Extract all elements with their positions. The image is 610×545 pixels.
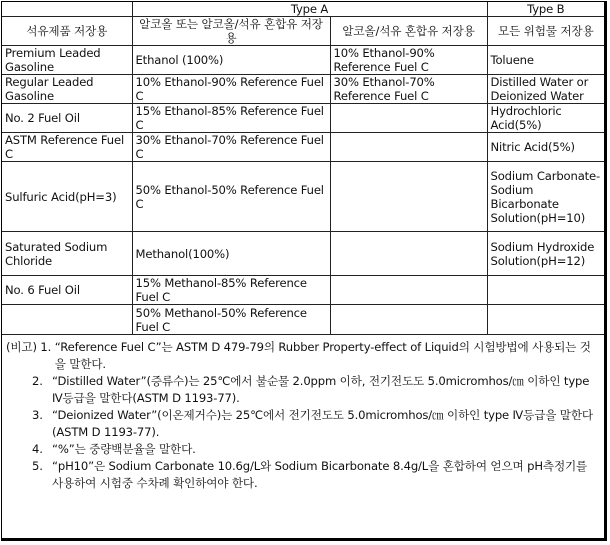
note-number: 2. (32, 374, 47, 388)
alcohol-cell: Methanol(100%) (132, 232, 330, 276)
note-item (6, 373, 600, 407)
petroleum-cell: Sulfuric Acid(pH=3) (2, 162, 132, 232)
all-cell: Sodium Hydroxide Solution(pH=12) (487, 232, 604, 276)
header-row-columns (2, 17, 604, 46)
note-item (6, 407, 600, 441)
table-row (2, 232, 604, 276)
note-text: “Reference Fuel C”는 ASTM D 479-79의 Rubber Property-effect of Liquid의 시험방법에 사용되는 것을 말한다. (54, 340, 591, 371)
note-number: 3. (32, 408, 47, 422)
alcohol-cell: 15% Methanol-85% Reference Fuel C (132, 276, 330, 305)
table-row (2, 75, 604, 104)
header-type-b: Type B (487, 2, 604, 17)
header-blank-cell (2, 2, 132, 17)
petroleum-cell: Regular Leaded Gasoline (2, 75, 132, 104)
all-cell: Toluene (487, 46, 604, 75)
alcohol-cell: 50% Ethanol-50% Reference Fuel C (132, 162, 330, 232)
header-col-alcohol: 알코올 또는 알코올/석유 혼합유 저장용 (132, 17, 330, 46)
notes-section (2, 335, 604, 492)
blend-cell: 10% Ethanol-90% Reference Fuel C (330, 46, 487, 75)
petroleum-cell: ASTM Reference Fuel C (2, 133, 132, 162)
all-cell: Distilled Water or Deionized Water (487, 75, 604, 104)
note-item (6, 458, 600, 492)
blend-cell (330, 133, 487, 162)
petroleum-cell: Premium Leaded Gasoline (2, 46, 132, 75)
note-text: “pH10”은 Sodium Carbonate 10.6g/L와 Sodium Bicarbonate 8.4g/L을 혼합하여 얻으며 pH측정기를 사용하여 시험중 수차례 확인하여야 한다. (52, 459, 588, 490)
table-row (2, 104, 604, 133)
all-cell: Hydrochloric Acid(5%) (487, 104, 604, 133)
table-body (2, 2, 604, 335)
blend-cell (330, 162, 487, 232)
header-col-blend: 알코올/석유 혼합유 저장용 (330, 17, 487, 46)
header-col-all: 모든 위험물 저장용 (487, 17, 604, 46)
note-number: 1. (40, 340, 55, 354)
document-frame (1, 1, 607, 541)
table-row (2, 46, 604, 75)
petroleum-cell: Saturated Sodium Chloride (2, 232, 132, 276)
notes-prefix: (비고) (6, 340, 41, 354)
table-row (2, 276, 604, 305)
blend-cell (330, 276, 487, 305)
alcohol-cell: 10% Ethanol-90% Reference Fuel C (132, 75, 330, 104)
blend-cell (330, 305, 487, 335)
alcohol-cell: Ethanol (100%) (132, 46, 330, 75)
all-cell (487, 305, 604, 335)
all-cell (487, 276, 604, 305)
header-type-a: Type A (132, 2, 487, 17)
blend-cell (330, 232, 487, 276)
note-item (6, 441, 600, 458)
test-fluid-table (2, 2, 604, 335)
alcohol-cell: 30% Ethanol-70% Reference Fuel C (132, 133, 330, 162)
petroleum-cell: No. 6 Fuel Oil (2, 276, 132, 305)
header-col-petroleum: 석유제품 저장용 (2, 17, 132, 46)
note-number: 5. (32, 459, 47, 473)
petroleum-cell: No. 2 Fuel Oil (2, 104, 132, 133)
note-text: “%”는 중량백분율을 말한다. (52, 442, 196, 456)
note-number: 4. (32, 442, 47, 456)
alcohol-cell: 15% Ethanol-85% Reference Fuel C (132, 104, 330, 133)
header-row-types (2, 2, 604, 17)
table-row (2, 162, 604, 232)
petroleum-cell (2, 305, 132, 335)
note-text: “Distilled Water”(증류수)는 25℃에서 불순물 2.0ppm 이하, 전기전도도 5.0micromhos/㎝ 이하인 type Ⅳ등급을 말한다(ASTM D 1193-77). (52, 374, 590, 405)
table-row (2, 133, 604, 162)
blend-cell: 30% Ethanol-70% Reference Fuel C (330, 75, 487, 104)
note-item (6, 339, 600, 373)
note-text: “Deionized Water”(이온제거수)는 25℃에서 전기전도도 5.0micromhos/㎝ 이하인 type Ⅳ등급을 말한다(ASTM D 1193-77). (52, 408, 593, 439)
table-row (2, 305, 604, 335)
all-cell: Sodium Carbonate-Sodium Bicarbonate Solution(pH=10) (487, 162, 604, 232)
blend-cell (330, 104, 487, 133)
all-cell: Nitric Acid(5%) (487, 133, 604, 162)
alcohol-cell: 50% Methanol-50% Reference Fuel C (132, 305, 330, 335)
